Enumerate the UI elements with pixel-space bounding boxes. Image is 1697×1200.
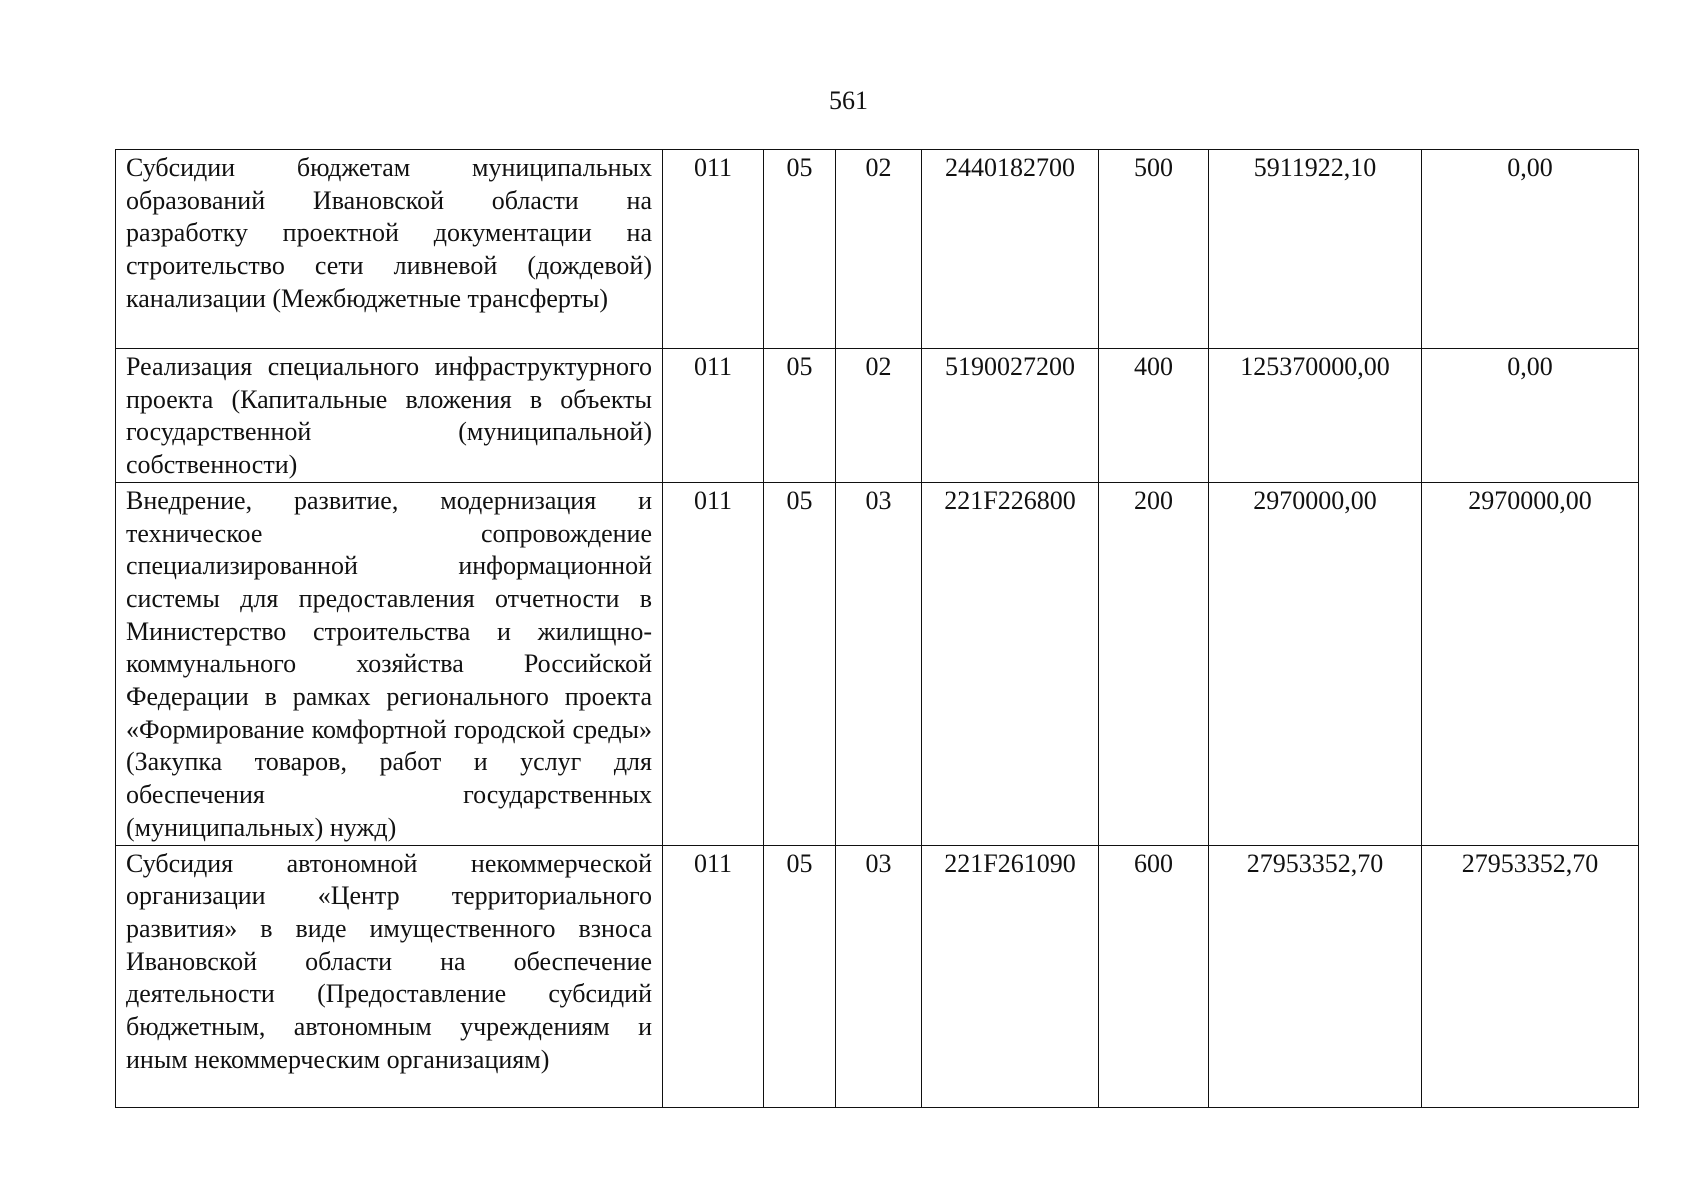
ministry-code: 011 [663,845,764,1107]
expense-type-code: 400 [1099,349,1209,483]
table-row [116,482,1639,845]
target-article-code: 221F261090 [922,845,1099,1107]
subsection-code: 02 [836,349,922,483]
target-article-code: 221F226800 [922,482,1099,845]
amount-first: 2970000,00 [1209,482,1422,845]
row-description: Субсидия автономной некоммерческой организации «Центр территориального развития» в виде имущественного взноса Ивановской области на обеспечение деятельности (Предоставление субсидий бюджетным, автономным учреждениям и иным некоммерческим организациям) [116,845,663,1107]
row-description: Внедрение, развитие, модернизация и техническое сопровождение специализированной информационной системы для предоставления отчетности в Министерство строительства и жилищно-коммунального хозяйства Российской Федерации в рамках регионального проекта «Формирование комфортной городской среды» (Закупка товаров, работ и услуг для обеспечения государственных (муниципальных) нужд) [116,482,663,845]
target-article-code: 2440182700 [922,150,1099,349]
amount-first: 5911922,10 [1209,150,1422,349]
row-description: Субсидии бюджетам муниципальных образований Ивановской области на разработку проектной документации на строительство сети ливневой (дождевой) канализации (Межбюджетные трансферты) [116,150,663,349]
page-number: 561 [829,86,868,115]
expense-type-code: 600 [1099,845,1209,1107]
amount-first: 125370000,00 [1209,349,1422,483]
expense-type-code: 200 [1099,482,1209,845]
amount-first: 27953352,70 [1209,845,1422,1107]
target-article-code: 5190027200 [922,349,1099,483]
table-row [116,845,1639,1107]
section-code: 05 [764,150,836,349]
amount-second: 2970000,00 [1422,482,1639,845]
section-code: 05 [764,845,836,1107]
row-description: Реализация специального инфраструктурного проекта (Капитальные вложения в объекты государственной (муниципальной) собственности) [116,349,663,483]
subsection-code: 03 [836,482,922,845]
ministry-code: 011 [663,349,764,483]
section-code: 05 [764,482,836,845]
amount-second: 27953352,70 [1422,845,1639,1107]
subsection-code: 03 [836,845,922,1107]
amount-second: 0,00 [1422,150,1639,349]
subsection-code: 02 [836,150,922,349]
table-row [116,349,1639,483]
budget-table [115,149,1639,1108]
amount-second: 0,00 [1422,349,1639,483]
table-row [116,150,1639,349]
ministry-code: 011 [663,150,764,349]
expense-type-code: 500 [1099,150,1209,349]
ministry-code: 011 [663,482,764,845]
section-code: 05 [764,349,836,483]
